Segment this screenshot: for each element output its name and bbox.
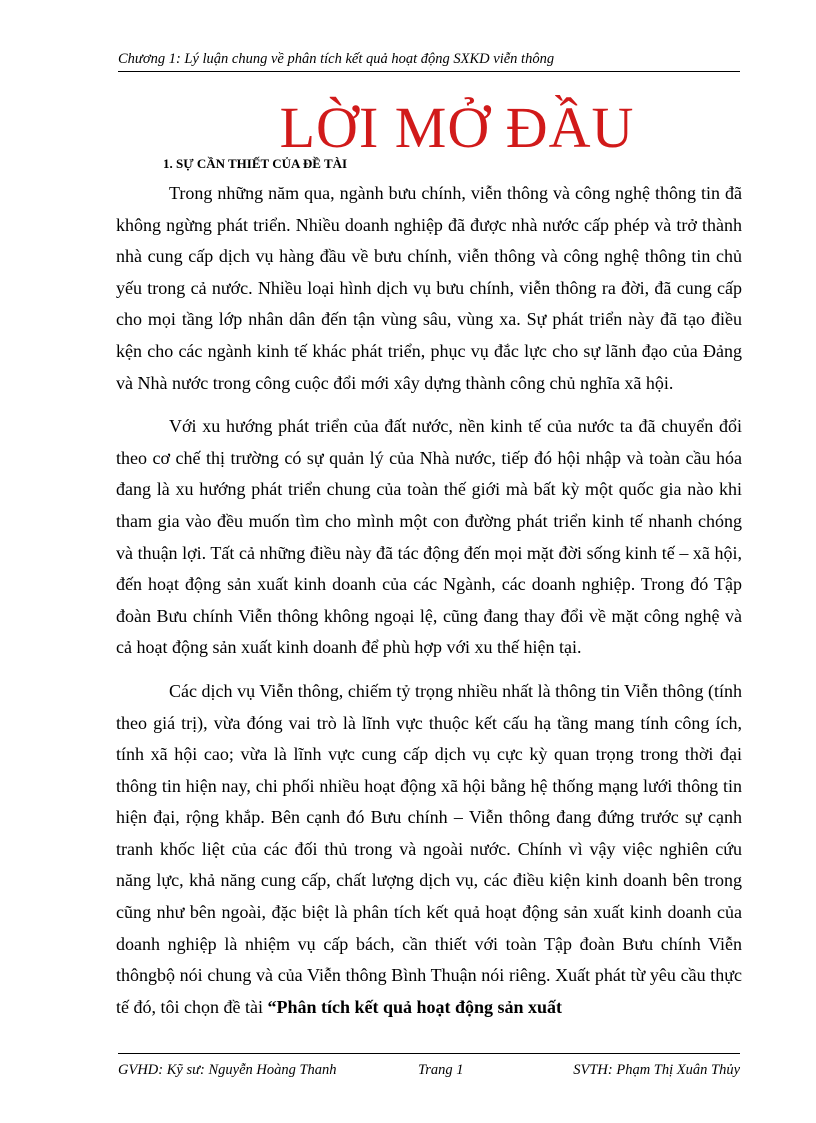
paragraph-3-text: Các dịch vụ Viễn thông, chiếm tỷ trọng nhiều nhất là thông tin Viễn thông (tính theo giá trị), vừa đóng vai trò là lĩnh vực thuộc kết cấu hạ tầng mang tính công ích, tính xã hội cao; vừa là lĩnh vực cung cấp dịch vụ cực kỳ quan trọng trong thời đại thông tin hiện nay, chi phối nhiều hoạt động xã hội bằng hệ thống mạng lưới thông tin hiện đại, rộng khắp. Bên cạnh đó Bưu chính – Viễn thông đang đứng trước sự cạnh tranh khốc liệt của các đối thủ trong và ngoài nước. Chính vì vậy việc nghiên cứu năng lực, khả năng cung cấp, chất lượng dịch vụ, các điều kiện kinh doanh bên trong cũng như bên ngoài, đặc biệt là phân tích kết quả hoạt động sản xuất kinh doanh của doanh nghiệp là nhiệm vụ cấp bách, cần thiết với toàn Tập đoàn Bưu chính Viễn thôngbộ nói chung và của Viễn thông Bình Thuận nói riêng. Xuất phát từ yêu cầu thực tế đó, tôi chọn đề tài — [116, 680, 742, 1017]
footer-advisor: GVHD: Kỹ sư: Nguyễn Hoàng Thanh — [118, 1062, 337, 1078]
paragraph-1: Trong những năm qua, ngành bưu chính, viễn thông và công nghệ thông tin đã không ngừng phát triển. Nhiều doanh nghiệp đã được nhà nước cấp phép và trở thành nhà cung cấp dịch vụ hàng đầu về bưu chính, viễn thông và công nghệ thông tin chủ yếu trong cả nước. Nhiều loại hình dịch vụ bưu chính, viễn thông ra đời, đã cung cấp cho mọi tầng lớp nhân dân đến tận vùng sâu, vùng xa. Sự phát triển này đã tạo điều kện cho các ngành kinh tế khác phát triển, phục vụ đắc lực cho sự lãnh đạo của Đảng và Nhà nước trong công cuộc đổi mới xây dựng thành công chủ nghĩa xã hội. — [116, 183, 742, 393]
footer-page-number: Trang 1 — [418, 1062, 464, 1078]
page-title: LỜI MỞ ĐẦU — [279, 95, 635, 160]
paragraph-2: Với xu hướng phát triển của đất nước, nền kinh tế của nước ta đã chuyển đổi theo cơ chế thị trường có sự quản lý của Nhà nước, tiếp đó hội nhập và toàn cầu hóa đang là xu hướng phát triển chung của toàn thế giới mà bất kỳ một quốc gia nào khi tham gia vào đều muốn tìm cho mình một con đường phát triển kinh tế nhanh chóng và thuận lợi. Tất cả những điều này đã tác động đến mọi mặt đời sống kinh tế – xã hội, đến hoạt động sản xuất kinh doanh của các Ngành, các doanh nghiệp. Trong đó Tập đoàn Bưu chính Viễn thông không ngoại lệ, cũng đang thay đổi về mặt công nghệ và cả hoạt động sản xuất kinh doanh để phù hợp với xu thế hiện tại. — [116, 416, 742, 658]
footer-student: SVTH: Phạm Thị Xuân Thủy — [573, 1062, 740, 1078]
topic-title-bold: “Phân tích kết quả hoạt động sản xuất — [267, 996, 563, 1017]
header-text: Chương 1: Lý luận chung về phân tích kết quả hoạt động SXKD viễn thông — [118, 51, 555, 67]
paragraph-3 — [116, 676, 742, 1024]
page-footer — [118, 1053, 740, 1078]
section-heading: 1. SỰ CẦN THIẾT CỦA ĐỀ TÀI — [163, 156, 348, 171]
page-header — [118, 49, 740, 72]
body-text — [116, 178, 742, 1023]
